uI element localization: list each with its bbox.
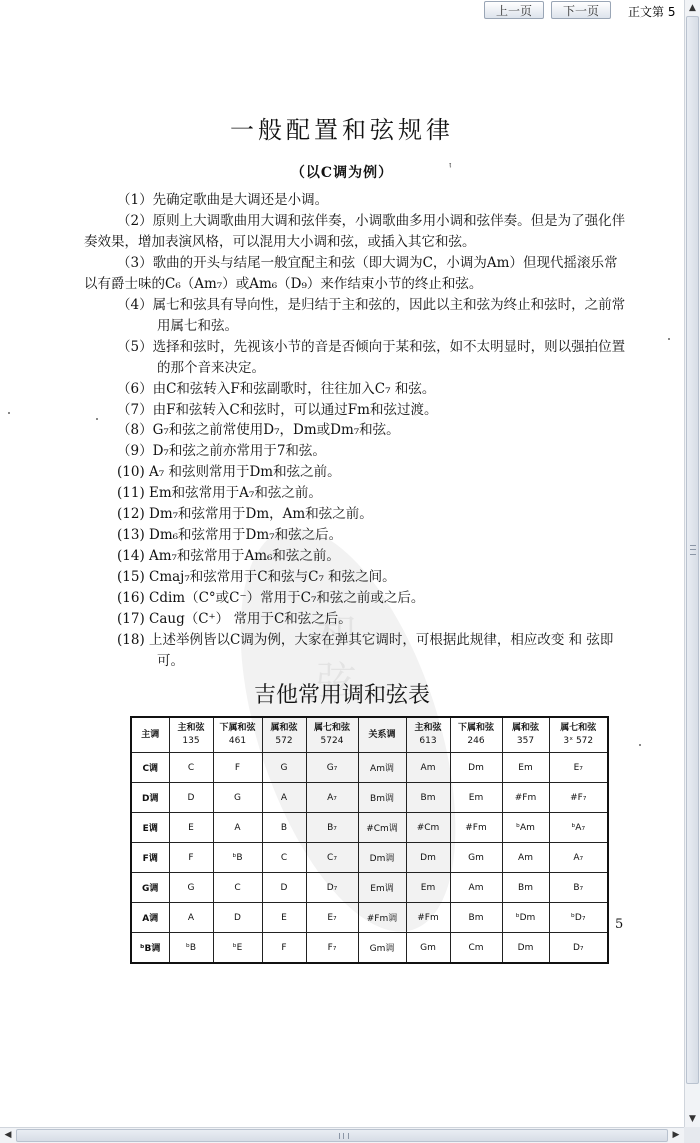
header-cell: 主和弦 135 — [169, 717, 213, 753]
next-page-button[interactable]: 下一页 — [551, 1, 611, 19]
table-cell: E₇ — [306, 903, 358, 933]
table-cell: D₇ — [306, 873, 358, 903]
scroll-left-arrow-icon[interactable]: ◀ — [4, 1130, 12, 1140]
table-cell: A₇ — [549, 843, 608, 873]
rule-7: （7）由F和弦转入C和弦时，可以通过Fm和弦过渡。 — [117, 402, 438, 418]
scroll-down-arrow-icon[interactable]: ▼ — [689, 1114, 696, 1124]
rule-15: (15) Cmaj₇和弦常用于C和弦与C₇ 和弦之间。 — [117, 569, 396, 585]
table-row — [131, 813, 608, 843]
table-cell: F — [262, 933, 306, 964]
rule-5-line-2: 的那个音来决定。 — [157, 360, 265, 376]
header-cell: 下属和弦 246 — [450, 717, 502, 753]
rule-18-line-2: 可。 — [157, 653, 184, 669]
table-cell: ᵇA₇ — [549, 813, 608, 843]
vertical-scrollbar[interactable] — [684, 0, 700, 1127]
rule-14: (14) Am₇和弦常用于Am₆和弦之前。 — [117, 548, 340, 564]
table-cell: F₇ — [306, 933, 358, 964]
table-cell: B₇ — [306, 813, 358, 843]
table-row — [131, 843, 608, 873]
grip-icon — [690, 545, 696, 555]
table-cell: G — [169, 873, 213, 903]
table-cell: Gm调 — [358, 933, 406, 964]
table-cell: C₇ — [306, 843, 358, 873]
table-cell: Am — [502, 843, 549, 873]
table-cell: G — [213, 783, 262, 813]
table-cell: E — [169, 813, 213, 843]
table-cell: #F₇ — [549, 783, 608, 813]
table-cell: Bm调 — [358, 783, 406, 813]
table-cell: #Fm调 — [358, 903, 406, 933]
scan-speck — [96, 418, 98, 420]
table-cell: Dm — [450, 753, 502, 783]
table-cell: C — [262, 843, 306, 873]
scrollbar-corner — [684, 1127, 700, 1143]
table-header-row — [131, 717, 608, 753]
table-row — [131, 783, 608, 813]
rule-3-line-2: 以有爵士味的C₆（Am₇）或Am₆（D₉）来作结束小节的终止和弦。 — [84, 276, 483, 292]
table-cell: #Fm — [450, 813, 502, 843]
table-cell: Dm — [502, 933, 549, 964]
table-cell: C — [169, 753, 213, 783]
scroll-right-arrow-icon[interactable]: ▶ — [672, 1130, 680, 1140]
chord-table — [130, 716, 609, 964]
table-cell: ᵇB — [213, 843, 262, 873]
table-cell: D — [169, 783, 213, 813]
vertical-scroll-thumb[interactable] — [686, 16, 699, 1084]
table-cell: G调 — [131, 873, 169, 903]
table-cell: A — [262, 783, 306, 813]
rule-17: (17) Caug（C⁺） 常用于C和弦之后。 — [117, 611, 352, 627]
top-toolbar — [0, 0, 684, 22]
rule-5-line-1: （5）选择和弦时，先视该小节的音是否倾向于某和弦，如不太明显时，则以强拍位置 — [117, 339, 626, 355]
table-cell: #Fm — [406, 903, 450, 933]
table-cell: E调 — [131, 813, 169, 843]
rule-2-line-1: （2）原则上大调歌曲用大调和弦伴奏，小调歌曲多用小调和弦伴奏。但是为了强化伴 — [117, 213, 626, 229]
table-cell: D — [213, 903, 262, 933]
table-cell: D — [262, 873, 306, 903]
watermark-text: 和弦 — [310, 610, 356, 710]
rule-4-line-2: 用属七和弦。 — [157, 318, 238, 334]
table-cell: Bm — [450, 903, 502, 933]
rule-3-line-1: （3）歌曲的开头与结尾一般宜配主和弦（即大调为C，小调为Am）但现代摇滚乐常 — [117, 255, 618, 271]
rule-10: (10) A₇ 和弦则常用于Dm和弦之前。 — [117, 464, 341, 480]
scroll-up-arrow-icon[interactable]: ▲ — [689, 3, 696, 13]
table-cell: B₇ — [549, 873, 608, 903]
table-cell: ᵇDm — [502, 903, 549, 933]
table-cell: Dm调 — [358, 843, 406, 873]
page-number: 5 — [615, 917, 624, 932]
table-row — [131, 753, 608, 783]
prev-page-button[interactable]: 上一页 — [484, 1, 544, 19]
table-cell: Cm — [450, 933, 502, 964]
table-cell: ᵇAm — [502, 813, 549, 843]
grip-icon — [339, 1133, 349, 1139]
header-cell: 属和弦 357 — [502, 717, 549, 753]
table-cell: A — [169, 903, 213, 933]
header-cell: 下属和弦 461 — [213, 717, 262, 753]
table-cell: ᵇD₇ — [549, 903, 608, 933]
table-cell: Em — [406, 873, 450, 903]
rule-13: (13) Dm₆和弦常用于Dm₇和弦之后。 — [117, 527, 343, 543]
table-cell: Gm — [450, 843, 502, 873]
table-cell: Bm — [406, 783, 450, 813]
table-cell: D调 — [131, 783, 169, 813]
table-cell: #Cm调 — [358, 813, 406, 843]
table-row — [131, 933, 608, 964]
table-cell: Am — [450, 873, 502, 903]
table-cell: G — [262, 753, 306, 783]
table-cell: Gm — [406, 933, 450, 964]
table-cell: F调 — [131, 843, 169, 873]
header-cell: 属七和弦 5724 — [306, 717, 358, 753]
table-cell: ᵇE — [213, 933, 262, 964]
table-cell: C — [213, 873, 262, 903]
table-cell: Em — [502, 753, 549, 783]
rule-8: （8）G₇和弦之前常使用D₇，Dm或Dm₇和弦。 — [117, 422, 400, 438]
table-cell: F — [169, 843, 213, 873]
rule-16: (16) Cdim（C°或C⁻）常用于C₇和弦之前或之后。 — [117, 590, 425, 606]
table-cell: Em调 — [358, 873, 406, 903]
page-title: 一般配置和弦规律 — [230, 116, 454, 144]
table-cell: F — [213, 753, 262, 783]
scan-speck — [639, 744, 641, 746]
header-cell: 关系调 — [358, 717, 406, 753]
page-subtitle: （以C调为例） — [290, 165, 394, 181]
rule-1: （1）先确定歌曲是大调还是小调。 — [117, 192, 329, 208]
horizontal-scroll-thumb[interactable] — [16, 1129, 668, 1142]
table-cell: Bm — [502, 873, 549, 903]
rule-9: （9）D₇和弦之前亦常用于7和弦。 — [117, 443, 326, 459]
table-cell: Em — [450, 783, 502, 813]
header-cell: 属七和弦 3ˣ 572 — [549, 717, 608, 753]
table-cell: Am — [406, 753, 450, 783]
table-cell: Am调 — [358, 753, 406, 783]
table-cell: A调 — [131, 903, 169, 933]
table-cell: A₇ — [306, 783, 358, 813]
table-cell: Dm — [406, 843, 450, 873]
rule-4-line-1: （4）属七和弦具有导向性，是归结于主和弦的，因此以主和弦为终止和弦时，之前常 — [117, 297, 626, 313]
table-title: 吉他常用调和弦表 — [253, 683, 430, 708]
page-indicator: 正文第 5 — [628, 5, 676, 19]
table-row — [131, 903, 608, 933]
scan-speck — [8, 412, 10, 414]
table-body — [131, 753, 608, 964]
header-cell: 属和弦 572 — [262, 717, 306, 753]
table-cell: A — [213, 813, 262, 843]
header-cell: 主和弦 613 — [406, 717, 450, 753]
horizontal-scrollbar[interactable] — [0, 1127, 700, 1143]
scan-speck — [668, 338, 670, 340]
table-cell: D₇ — [549, 933, 608, 964]
rule-12: (12) Dm₇和弦常用于Dm，Am和弦之前。 — [117, 506, 373, 522]
table-row — [131, 873, 608, 903]
table-cell: C调 — [131, 753, 169, 783]
table-cell: E₇ — [549, 753, 608, 783]
table-cell: ᵇB — [169, 933, 213, 964]
table-cell: B — [262, 813, 306, 843]
table-cell: ᵇB调 — [131, 933, 169, 964]
rule-18-line-1: (18) 上述举例皆以C调为例，大家在弹其它调时，可根据此规律，相应改变 和 弦即 — [117, 632, 614, 648]
table-cell: G₇ — [306, 753, 358, 783]
rule-2-line-2: 奏效果，增加表演风格，可以混用大小调和弦，或插入其它和弦。 — [84, 234, 476, 250]
rule-11: (11) Em和弦常用于A₇和弦之前。 — [117, 485, 322, 501]
rule-6: （6）由C和弦转入F和弦副歌时，往往加入C₇ 和弦。 — [117, 381, 436, 397]
stray-mark: ᵎ — [449, 160, 451, 173]
table-cell: #Fm — [502, 783, 549, 813]
header-cell: 主调 — [131, 717, 169, 753]
table-cell: E — [262, 903, 306, 933]
table-cell: #Cm — [406, 813, 450, 843]
